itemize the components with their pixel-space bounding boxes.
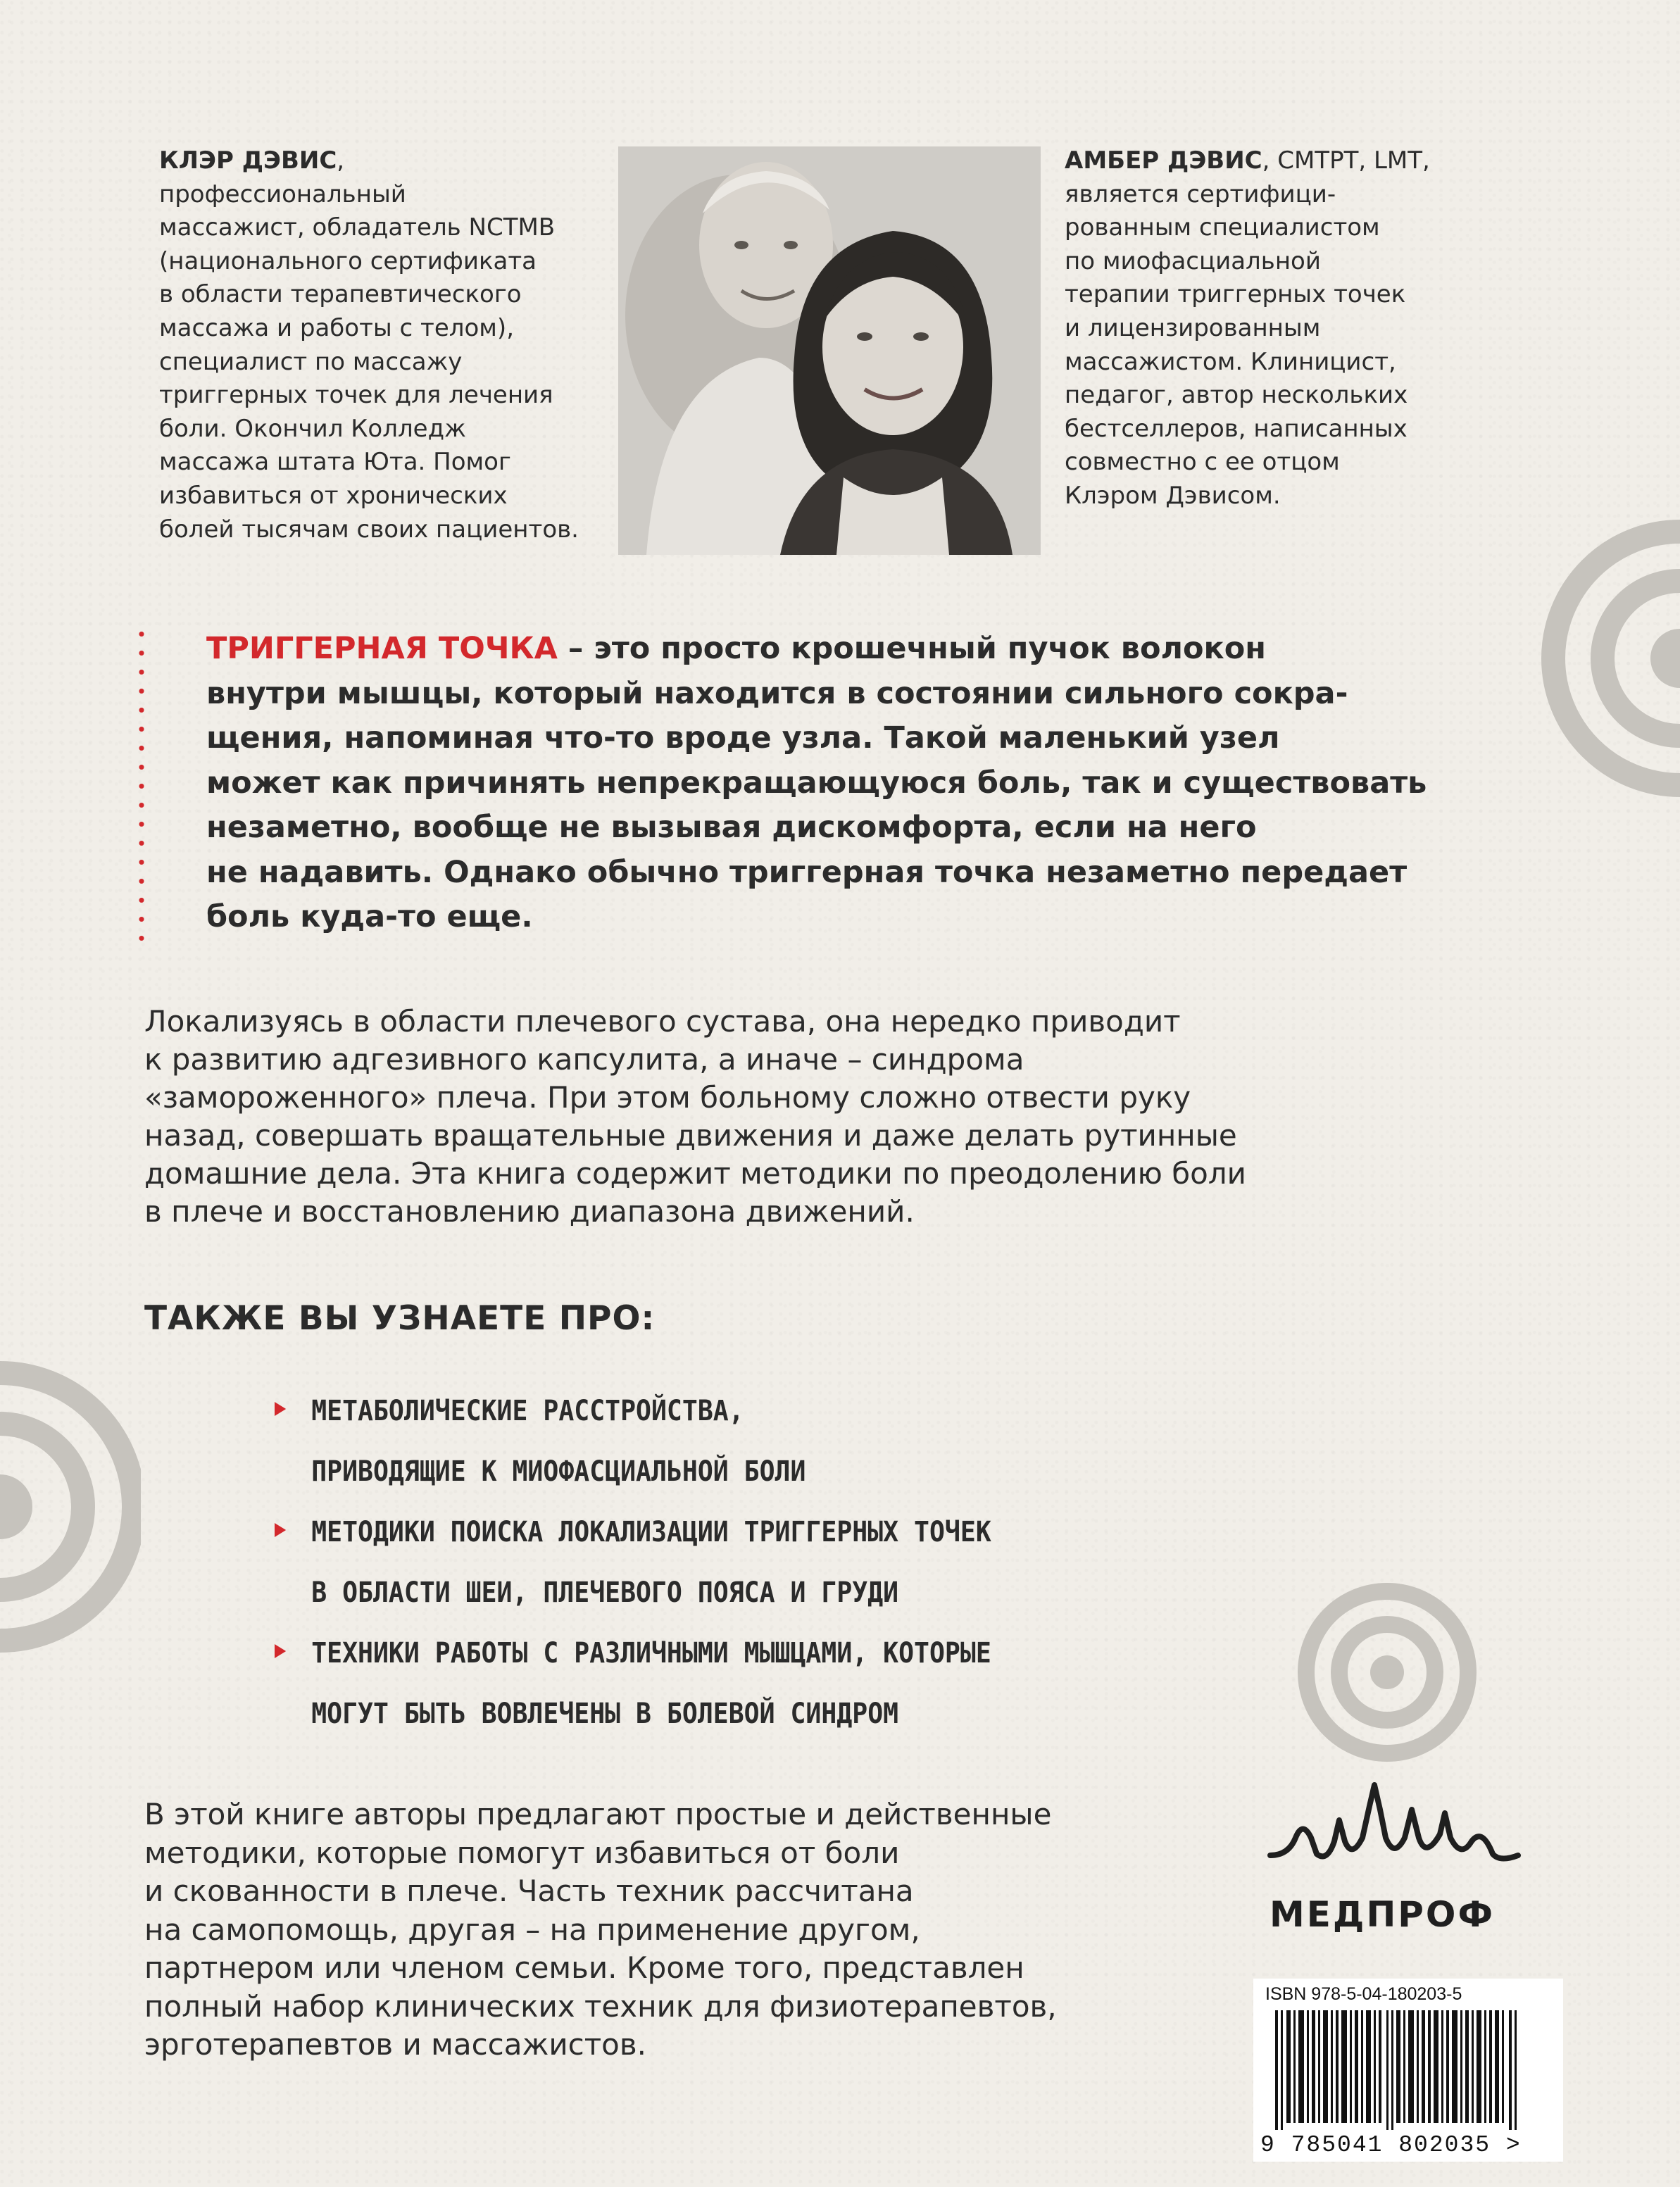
paragraph-line: партнером или членом семьи. Кроме того, представлен: [144, 1950, 1024, 1985]
bullet-arrow-icon: [275, 1402, 286, 1416]
bio-line: боли. Окончил Колледж: [159, 414, 466, 443]
authors-photo-illustration: [618, 146, 1041, 555]
paragraph-line: назад, совершать вращательные движения и даже делать рутинные: [144, 1118, 1237, 1153]
quote-line: боль куда-то еще.: [206, 899, 533, 934]
paragraph-line: на самопомощь, другая – на применение другом,: [144, 1912, 920, 1947]
paragraph-line: методики, которые помогут избавиться от боли: [144, 1835, 900, 1870]
quote-highlight: ТРИГГЕРНАЯ ТОЧКА: [206, 631, 558, 666]
paragraph-line: и скованности в плече. Часть техник рассчитана: [144, 1874, 914, 1908]
bio-line: массажа штата Юта. Помог: [159, 448, 511, 477]
bio-line: , профессиональный: [159, 146, 406, 208]
isbn-label: ISBN 978-5-04-180203-5: [1265, 1984, 1462, 2004]
target-rings-icon: [0, 1359, 141, 1655]
bio-line: педагог, автор нескольких: [1065, 381, 1408, 410]
paragraph-line: домашние дела. Эта книга содержит методики по преодолению боли: [144, 1156, 1246, 1191]
list-item-line: МОГУТ БЫТЬ ВОВЛЕЧЕНЫ В БОЛЕВОЙ СИНДРОМ: [311, 1696, 899, 1730]
bio-line: Клэром Дэвисом.: [1065, 481, 1281, 510]
list-item-line: ТЕХНИКИ РАБОТЫ С РАЗЛИЧНЫМИ МЫШЦАМИ, КОТОРЫЕ: [311, 1636, 991, 1669]
isbn-digits: 9 785041 802035 >: [1260, 2132, 1522, 2158]
list-item-line: В ОБЛАСТИ ШЕИ, ПЛЕЧЕВОГО ПОЯСА И ГРУДИ: [311, 1575, 899, 1609]
list-item-line: МЕТОДИКИ ПОИСКА ЛОКАЛИЗАЦИИ ТРИГГЕРНЫХ ТОЧЕК: [311, 1515, 991, 1548]
bio-line: болей тысячам своих пациентов.: [159, 515, 579, 544]
bio-line: избавиться от хронических: [159, 481, 508, 510]
bio-line: специалист по массажу: [159, 347, 463, 376]
quote-line: может как причинять непрекращающуюся боль, так и существовать: [206, 765, 1427, 801]
target-rings-icon: [1531, 518, 1680, 799]
bio-line: является сертифици-: [1065, 180, 1336, 208]
bio-line: массажист, обладатель NCTMB: [159, 213, 556, 242]
author-name-left: КЛЭР ДЭВИС: [159, 146, 337, 175]
list-item: [275, 1380, 1149, 1501]
bio-line: триггерных точек для лечения: [159, 381, 553, 410]
bio-line: рованным специалистом: [1065, 213, 1380, 242]
list-item: [275, 1501, 1149, 1622]
description-paragraph-1: [144, 1003, 1433, 1231]
paragraph-line: эрготерапевтов и массажистов.: [144, 2027, 646, 2062]
list-item-line: МЕТАБОЛИЧЕСКИЕ РАССТРОЙСТВА,: [311, 1393, 744, 1427]
bio-line: (национального сертификата: [159, 246, 537, 275]
quote-dotted-bar: [138, 625, 145, 945]
bullet-arrow-icon: [275, 1523, 286, 1537]
bio-line: терапии триггерных точек: [1065, 280, 1406, 309]
trigger-point-definition: [206, 627, 1474, 940]
learn-heading: ТАКЖЕ ВЫ УЗНАЕТЕ ПРО:: [144, 1299, 656, 1338]
publisher-name: МЕДПРОФ: [1270, 1894, 1496, 1935]
author-bio-left: [159, 144, 596, 546]
medprof-logo-icon: [1260, 1771, 1528, 1876]
target-rings-icon: [1292, 1577, 1482, 1767]
bullet-arrow-icon: [275, 1644, 286, 1658]
quote-line: – это просто крошечный пучок волокон: [557, 631, 1266, 666]
bio-line: бестселлеров, написанных: [1065, 414, 1408, 443]
description-paragraph-2: [144, 1796, 1243, 2064]
paragraph-line: в плече и восстановлению диапазона движений.: [144, 1194, 915, 1229]
learn-list: [275, 1380, 1246, 1743]
bio-line: в области терапевтического: [159, 280, 522, 309]
quote-line: щения, напоминая что-то вроде узла. Такой маленький узел: [206, 720, 1280, 756]
author-name-right: АМБЕР ДЭВИС: [1065, 146, 1262, 175]
quote-line: не надавить. Однако обычно триггерная точка незаметно передает: [206, 854, 1408, 890]
bio-line: массажа и работы с телом),: [159, 313, 515, 342]
paragraph-line: Локализуясь в области плечевого сустава, она нередко приводит: [144, 1004, 1181, 1039]
quote-line: внутри мышцы, который находится в состоянии сильного сокра-: [206, 675, 1348, 711]
bio-line: совместно с ее отцом: [1065, 448, 1340, 477]
paragraph-line: полный набор клинических техник для физиотерапевтов,: [144, 1988, 1057, 2024]
bio-line: по миофасциальной: [1065, 246, 1321, 275]
barcode-icon: [1265, 2010, 1547, 2130]
author-bio-right: [1065, 144, 1487, 513]
list-item: [275, 1622, 1149, 1743]
authors-photo: [618, 146, 1041, 555]
quote-line: незаметно, вообще не вызывая дискомфорта, если на него: [206, 810, 1257, 845]
paragraph-line: к развитию адгезивного капсулита, а иначе – синдрома: [144, 1042, 1024, 1077]
paragraph-line: «замороженного» плеча. При этом больному сложно отвести руку: [144, 1080, 1191, 1115]
bio-line: , CMTPT, LMT,: [1262, 146, 1430, 175]
list-item-line: ПРИВОДЯЩИЕ К МИОФАСЦИАЛЬНОЙ БОЛИ: [311, 1454, 806, 1488]
bio-line: и лицензированным: [1065, 313, 1321, 342]
paragraph-line: В этой книге авторы предлагают простые и действенные: [144, 1797, 1052, 1831]
bio-line: массажистом. Клиницист,: [1065, 347, 1396, 376]
